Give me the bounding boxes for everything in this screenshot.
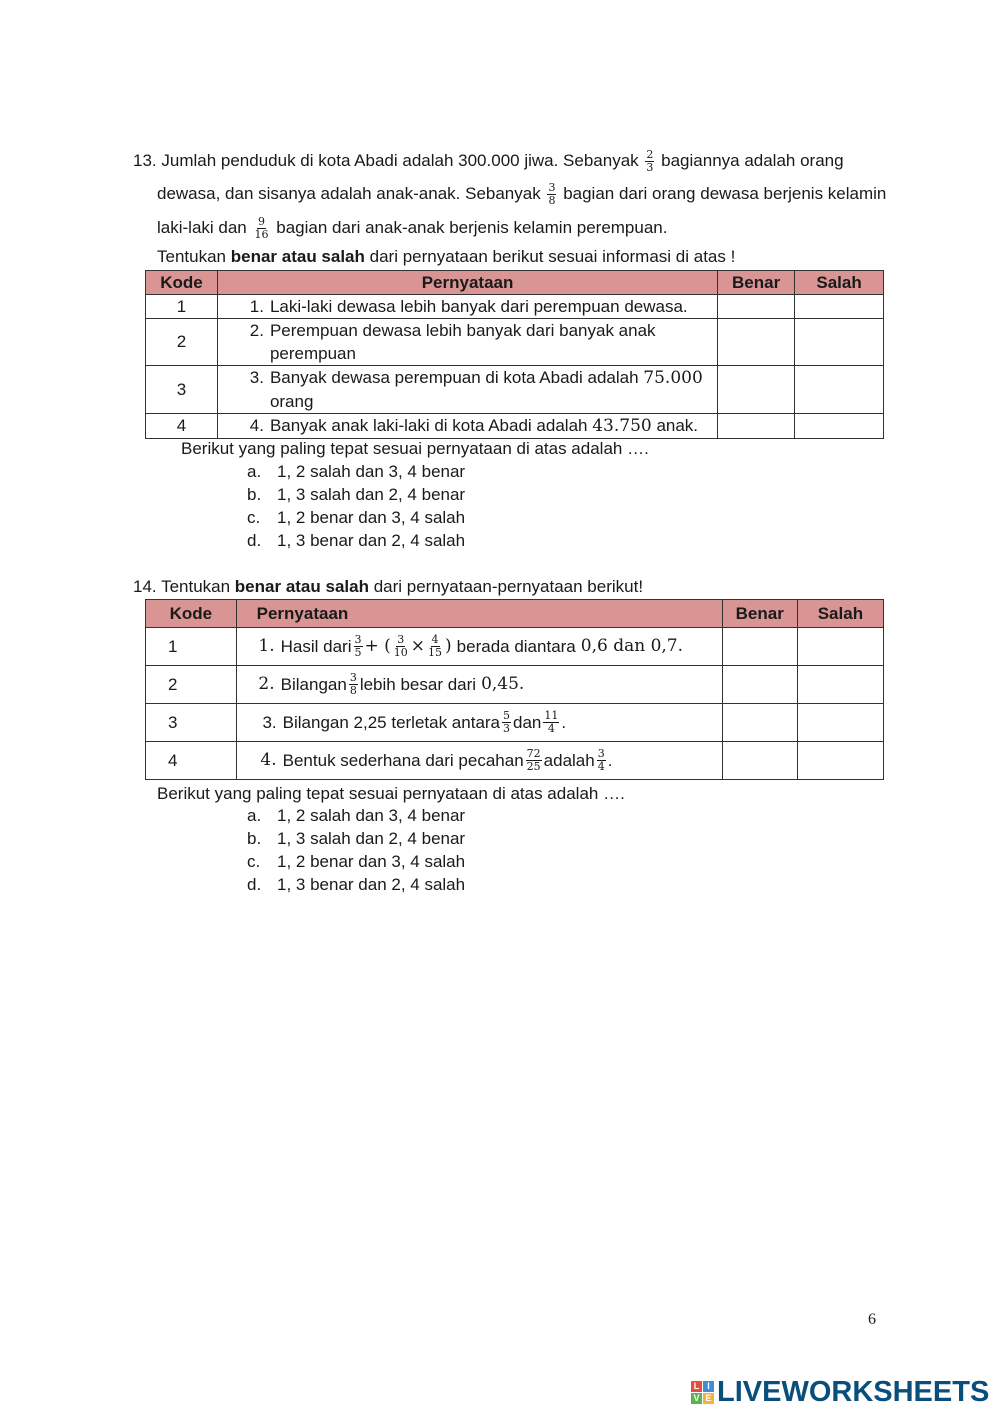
instruction-text: dari pernyataan-pernyataan berikut! xyxy=(373,577,644,596)
q13-text: laki-laki dan xyxy=(157,218,247,237)
salah-cell[interactable] xyxy=(795,366,884,414)
header-salah: Salah xyxy=(797,600,883,628)
math-value: 0,6 dan 0,7. xyxy=(580,636,684,656)
q13-option-a[interactable]: a. 1, 2 salah dan 3, 4 benar xyxy=(247,462,466,481)
salah-cell[interactable] xyxy=(795,414,884,439)
row-kode: 3 xyxy=(146,366,218,414)
q13-instruction xyxy=(157,247,735,267)
benar-cell[interactable] xyxy=(718,366,795,414)
table-row xyxy=(146,742,884,780)
statement-text: . xyxy=(607,751,613,770)
math-value: 0,45. xyxy=(481,674,525,694)
fraction: $\frac{2}{3}$ xyxy=(646,148,654,175)
q13-line3 xyxy=(157,216,667,241)
q13-line2 xyxy=(157,182,886,207)
q13-text: bagiannya adalah orang xyxy=(661,151,844,170)
q13-option-c[interactable]: c. 1, 2 benar dan 3, 4 salah xyxy=(247,508,466,527)
row-statement xyxy=(217,366,717,414)
statement-text: Bilangan 2,25 terletak antara xyxy=(282,713,501,732)
liveworksheets-logo-icon: L I V E xyxy=(691,1381,714,1404)
row-statement xyxy=(217,414,717,439)
table-row xyxy=(146,704,884,742)
row-kode: 4 xyxy=(146,742,237,780)
statement-text: Bilangan xyxy=(280,675,347,694)
q13-question: Berikut yang paling tepat sesuai pernyataan di atas adalah …. xyxy=(181,439,649,458)
instruction-text: Tentukan xyxy=(161,577,231,596)
fraction: $\frac{3}{10}$ xyxy=(393,633,408,659)
row-statement xyxy=(217,295,717,319)
salah-cell[interactable] xyxy=(797,742,883,780)
row-kode: 1 xyxy=(146,628,237,666)
benar-cell[interactable] xyxy=(718,414,795,439)
q14-table xyxy=(145,599,884,780)
brand-text: LIVEWORKSHEETS xyxy=(717,1376,990,1408)
row-kode: 4 xyxy=(146,414,218,439)
salah-cell[interactable] xyxy=(795,295,884,319)
fraction: $\frac{3}{4}$ xyxy=(597,747,605,773)
instruction-text: Tentukan xyxy=(157,247,226,266)
fraction: $\frac{9}{16}$ xyxy=(254,215,269,242)
math-operator: + ( xyxy=(364,636,391,656)
fraction: $\frac{4}{15}$ xyxy=(428,633,443,659)
header-kode: Kode xyxy=(146,600,237,628)
q14-option-b[interactable]: b. 1, 3 salah dan 2, 4 benar xyxy=(247,829,466,848)
statement-number: 2. xyxy=(258,674,275,694)
benar-cell[interactable] xyxy=(718,295,795,319)
math-operator: × xyxy=(410,636,426,656)
statement-text: berada diantara xyxy=(456,637,576,656)
statement-text: Hasil dari xyxy=(280,637,352,656)
q13-text: dewasa, dan sisanya adalah anak-anak. Sebanyak xyxy=(157,184,541,203)
table-row xyxy=(146,414,884,439)
liveworksheets-brand[interactable] xyxy=(691,1376,989,1409)
statement-number: 4. xyxy=(249,416,264,435)
statement-number: 3. xyxy=(249,368,264,387)
header-pernyataan: Pernyataan xyxy=(217,271,717,295)
benar-cell[interactable] xyxy=(722,666,797,704)
row-kode: 2 xyxy=(146,319,218,366)
q13-text: bagian dari orang dewasa berjenis kelamin xyxy=(563,184,887,203)
header-kode: Kode xyxy=(146,271,218,295)
salah-cell[interactable] xyxy=(795,319,884,366)
statement-text: lebih besar dari xyxy=(359,675,477,694)
header-benar: Benar xyxy=(718,271,795,295)
q13-table xyxy=(145,270,884,439)
header-benar: Benar xyxy=(722,600,797,628)
q14-question: Berikut yang paling tepat sesuai pernyataan di atas adalah …. xyxy=(157,784,625,803)
statement-number: 1. xyxy=(249,297,264,316)
statement-number: 3. xyxy=(262,713,277,732)
math-operator: ) xyxy=(445,636,452,656)
benar-cell[interactable] xyxy=(722,628,797,666)
page-number: 6 xyxy=(868,1311,876,1328)
row-kode: 2 xyxy=(146,666,237,704)
benar-cell[interactable] xyxy=(722,742,797,780)
row-statement xyxy=(236,628,722,666)
statement-number: 2. xyxy=(249,321,264,340)
row-statement xyxy=(236,742,722,780)
table-row xyxy=(146,666,884,704)
benar-cell[interactable] xyxy=(722,704,797,742)
q13-text: bagian dari anak-anak berjenis kelamin perempuan. xyxy=(276,218,668,237)
table-row xyxy=(146,366,884,414)
table-header-row xyxy=(146,271,884,295)
q14-number: 14. xyxy=(133,577,157,596)
fraction: $\frac{3}{8}$ xyxy=(349,671,357,697)
q13-number: 13. xyxy=(133,151,157,170)
table-header-row xyxy=(146,600,884,628)
fraction: $\frac{3}{5}$ xyxy=(354,633,362,659)
q14-option-a[interactable]: a. 1, 2 salah dan 3, 4 benar xyxy=(247,806,466,825)
row-statement xyxy=(236,666,722,704)
statement-text: Banyak anak laki-laki di kota Abadi adalah 43.750 anak. xyxy=(269,416,699,436)
row-statement xyxy=(236,704,722,742)
table-row xyxy=(146,319,884,366)
q14-option-d[interactable]: d. 1, 3 benar dan 2, 4 salah xyxy=(247,875,466,894)
header-salah: Salah xyxy=(795,271,884,295)
benar-cell[interactable] xyxy=(718,319,795,366)
table-row xyxy=(146,295,884,319)
statement-text: Banyak dewasa perempuan di kota Abadi adalah 75.000 orang xyxy=(269,368,703,411)
q14-instruction xyxy=(133,577,643,597)
salah-cell[interactable] xyxy=(797,628,883,666)
row-kode: 3 xyxy=(146,704,237,742)
table-row xyxy=(146,628,884,666)
instruction-text: dari pernyataan berikut sesuai informasi di atas ! xyxy=(369,247,736,266)
statement-text: Laki-laki dewasa lebih banyak dari perempuan dewasa. xyxy=(269,297,688,316)
q13-text: Jumlah penduduk di kota Abadi adalah 300.000 jiwa. Sebanyak xyxy=(161,151,639,170)
statement-text: adalah xyxy=(543,751,595,770)
row-statement xyxy=(217,319,717,366)
statement-text: dan xyxy=(513,713,542,732)
statement-text: Bentuk sederhana dari pecahan xyxy=(282,751,524,770)
statement-text: . xyxy=(561,713,567,732)
instruction-bold: benar atau salah xyxy=(234,577,369,596)
statement-number: 1. xyxy=(258,636,275,656)
row-kode: 1 xyxy=(146,295,218,319)
q13-option-d[interactable]: d. 1, 3 benar dan 2, 4 salah xyxy=(247,531,466,550)
instruction-bold: benar atau salah xyxy=(230,247,365,266)
fraction: $\frac{11}{4}$ xyxy=(544,709,559,735)
header-pernyataan: Pernyataan xyxy=(236,600,722,628)
fraction: $\frac{72}{25}$ xyxy=(526,747,541,773)
statement-number: 4. xyxy=(260,750,277,770)
statement-text: Perempuan dewasa lebih banyak dari banyak anak perempuan xyxy=(269,321,656,363)
fraction: $\frac{3}{8}$ xyxy=(548,181,556,208)
salah-cell[interactable] xyxy=(797,666,883,704)
q13-line1 xyxy=(133,149,844,174)
q14-option-c[interactable]: c. 1, 2 benar dan 3, 4 salah xyxy=(247,852,466,871)
salah-cell[interactable] xyxy=(797,704,883,742)
q13-option-b[interactable]: b. 1, 3 salah dan 2, 4 benar xyxy=(247,485,466,504)
fraction: $\frac{5}{3}$ xyxy=(503,709,511,735)
